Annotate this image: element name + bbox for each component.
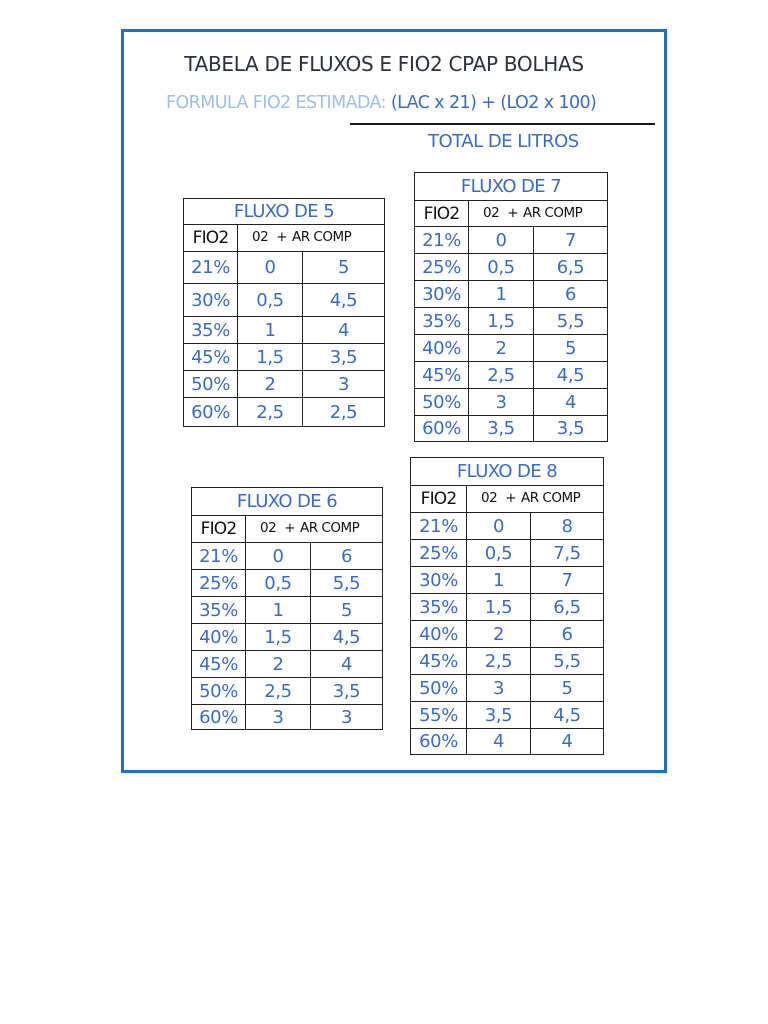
o2-cell: 1 <box>246 597 311 624</box>
table-row <box>415 416 608 442</box>
header-o2: 02 <box>252 229 269 245</box>
fio2-cell: 35% <box>411 594 467 621</box>
table-row <box>415 281 608 308</box>
ar-comp-cell: 4,5 <box>534 362 608 389</box>
o2-cell: 1,5 <box>238 344 303 371</box>
fio2-cell: 45% <box>415 362 469 389</box>
header-ar-comp: AR COMP <box>300 520 360 536</box>
fio2-cell: 60% <box>411 729 467 755</box>
o2-cell: 2,5 <box>467 648 531 675</box>
header-o2-ar <box>238 225 385 252</box>
fio2-cell: 50% <box>411 675 467 702</box>
table-caption-row <box>411 458 604 486</box>
table-row <box>192 543 383 570</box>
table-row <box>411 702 604 729</box>
fio2-cell: 21% <box>184 252 238 284</box>
fio2-cell: 21% <box>411 513 467 540</box>
o2-cell: 3 <box>246 705 311 730</box>
fio2-cell: 60% <box>184 398 238 427</box>
o2-cell: 3,5 <box>467 702 531 729</box>
fio2-cell: 60% <box>192 705 246 730</box>
ar-comp-cell: 3,5 <box>303 344 385 371</box>
ar-comp-cell: 5 <box>531 675 604 702</box>
o2-cell: 3,5 <box>469 416 534 442</box>
table-caption-row <box>415 173 608 201</box>
ar-comp-cell: 6,5 <box>531 594 604 621</box>
o2-cell: 0,5 <box>467 540 531 567</box>
ar-comp-cell: 4 <box>534 389 608 416</box>
fio2-cell: 40% <box>192 624 246 651</box>
table-row <box>192 651 383 678</box>
fio2-cell: 35% <box>192 597 246 624</box>
fraction-line <box>350 123 655 125</box>
table-row <box>415 389 608 416</box>
o2-cell: 0,5 <box>246 570 311 597</box>
ar-comp-cell: 6 <box>531 621 604 648</box>
fio2-cell: 21% <box>192 543 246 570</box>
ar-comp-cell: 3 <box>303 371 385 398</box>
fio2-cell: 55% <box>411 702 467 729</box>
ar-comp-cell: 5,5 <box>534 308 608 335</box>
header-plus: + <box>276 229 287 245</box>
table-row <box>192 624 383 651</box>
ar-comp-cell: 4 <box>531 729 604 755</box>
header-plus: + <box>505 490 516 506</box>
o2-cell: 1,5 <box>246 624 311 651</box>
table-row <box>184 317 385 344</box>
ar-comp-cell: 7 <box>531 567 604 594</box>
o2-cell: 1 <box>238 317 303 344</box>
o2-cell: 1 <box>469 281 534 308</box>
table-row <box>192 597 383 624</box>
table-row <box>184 344 385 371</box>
table-caption-row <box>192 488 383 516</box>
o2-cell: 0 <box>246 543 311 570</box>
fio2-cell: 45% <box>184 344 238 371</box>
table-row <box>411 675 604 702</box>
ar-comp-cell: 4 <box>311 651 383 678</box>
ar-comp-cell: 4 <box>303 317 385 344</box>
document-title: TABELA DE FLUXOS E FIO2 CPAP BOLHAS <box>184 52 584 76</box>
flow-table-8 <box>410 457 604 755</box>
o2-cell: 0 <box>469 227 534 254</box>
o2-cell: 0,5 <box>238 284 303 317</box>
header-o2-ar <box>469 201 608 227</box>
fio2-cell: 25% <box>415 254 469 281</box>
fio2-cell: 40% <box>411 621 467 648</box>
fio2-cell: 21% <box>415 227 469 254</box>
formula-denominator: TOTAL DE LITROS <box>428 131 579 152</box>
fio2-cell: 30% <box>415 281 469 308</box>
o2-cell: 2 <box>238 371 303 398</box>
o2-cell: 4 <box>467 729 531 755</box>
ar-comp-cell: 3,5 <box>311 678 383 705</box>
table-row <box>184 284 385 317</box>
table-row <box>184 371 385 398</box>
ar-comp-cell: 7 <box>534 227 608 254</box>
table-row <box>411 621 604 648</box>
o2-cell: 2,5 <box>469 362 534 389</box>
ar-comp-cell: 6 <box>311 543 383 570</box>
fio2-cell: 50% <box>415 389 469 416</box>
header-fio2: FIO2 <box>184 225 238 252</box>
ar-comp-cell: 4,5 <box>303 284 385 317</box>
header-o2: 02 <box>483 205 500 221</box>
ar-comp-cell: 4,5 <box>311 624 383 651</box>
flow-table-5 <box>183 198 385 427</box>
formula-expression: (LAC x 21) + (LO2 x 100) <box>385 93 597 113</box>
header-fio2: FIO2 <box>415 201 469 227</box>
fio2-cell: 50% <box>192 678 246 705</box>
header-fio2: FIO2 <box>411 486 467 513</box>
fio2-cell: 30% <box>184 284 238 317</box>
table-row <box>411 594 604 621</box>
ar-comp-cell: 8 <box>531 513 604 540</box>
table-row <box>184 398 385 427</box>
ar-comp-cell: 3,5 <box>534 416 608 442</box>
table-row <box>415 254 608 281</box>
table-row <box>184 252 385 284</box>
table-row <box>411 567 604 594</box>
ar-comp-cell: 5 <box>534 335 608 362</box>
header-o2-ar <box>467 486 604 513</box>
table-row <box>415 335 608 362</box>
table-row <box>411 648 604 675</box>
table-row <box>192 570 383 597</box>
o2-cell: 3 <box>467 675 531 702</box>
ar-comp-cell: 5 <box>303 252 385 284</box>
table-row <box>411 729 604 755</box>
header-ar-comp: AR COMP <box>292 229 352 245</box>
table-row <box>411 513 604 540</box>
ar-comp-cell: 2,5 <box>303 398 385 427</box>
o2-cell: 3 <box>469 389 534 416</box>
header-ar-comp: AR COMP <box>521 490 581 506</box>
fio2-cell: 35% <box>415 308 469 335</box>
o2-cell: 0 <box>238 252 303 284</box>
fio2-cell: 25% <box>192 570 246 597</box>
table-header-row <box>184 225 385 252</box>
fio2-formula <box>166 93 596 113</box>
header-plus: + <box>507 205 518 221</box>
o2-cell: 1,5 <box>467 594 531 621</box>
fio2-cell: 50% <box>184 371 238 398</box>
ar-comp-cell: 4,5 <box>531 702 604 729</box>
table-caption-row <box>184 199 385 225</box>
fio2-cell: 35% <box>184 317 238 344</box>
table-caption: FLUXO DE 5 <box>184 199 385 225</box>
table-caption: FLUXO DE 6 <box>192 488 383 516</box>
table-header-row <box>415 201 608 227</box>
table-row <box>415 308 608 335</box>
flow-table-7 <box>414 172 608 442</box>
fio2-cell: 45% <box>411 648 467 675</box>
table-row <box>192 705 383 730</box>
o2-cell: 1 <box>467 567 531 594</box>
ar-comp-cell: 5,5 <box>531 648 604 675</box>
table-caption: FLUXO DE 7 <box>415 173 608 201</box>
table-row <box>415 227 608 254</box>
ar-comp-cell: 3 <box>311 705 383 730</box>
fio2-cell: 40% <box>415 335 469 362</box>
o2-cell: 2 <box>246 651 311 678</box>
fio2-cell: 25% <box>411 540 467 567</box>
header-o2-ar <box>246 516 383 543</box>
table-row <box>415 362 608 389</box>
o2-cell: 2,5 <box>238 398 303 427</box>
ar-comp-cell: 6,5 <box>534 254 608 281</box>
ar-comp-cell: 5 <box>311 597 383 624</box>
o2-cell: 1,5 <box>469 308 534 335</box>
o2-cell: 2,5 <box>246 678 311 705</box>
header-plus: + <box>284 520 295 536</box>
table-caption: FLUXO DE 8 <box>411 458 604 486</box>
table-header-row <box>411 486 604 513</box>
o2-cell: 2 <box>469 335 534 362</box>
formula-label: FORMULA FIO2 ESTIMADA: <box>166 93 386 113</box>
fio2-cell: 30% <box>411 567 467 594</box>
o2-cell: 0,5 <box>469 254 534 281</box>
flow-table-6 <box>191 487 383 730</box>
ar-comp-cell: 6 <box>534 281 608 308</box>
table-row <box>411 540 604 567</box>
o2-cell: 2 <box>467 621 531 648</box>
ar-comp-cell: 5,5 <box>311 570 383 597</box>
header-o2: 02 <box>481 490 498 506</box>
o2-cell: 0 <box>467 513 531 540</box>
table-row <box>192 678 383 705</box>
fio2-cell: 45% <box>192 651 246 678</box>
header-o2: 02 <box>260 520 277 536</box>
fio2-cell: 60% <box>415 416 469 442</box>
table-header-row <box>192 516 383 543</box>
header-fio2: FIO2 <box>192 516 246 543</box>
header-ar-comp: AR COMP <box>523 205 583 221</box>
ar-comp-cell: 7,5 <box>531 540 604 567</box>
